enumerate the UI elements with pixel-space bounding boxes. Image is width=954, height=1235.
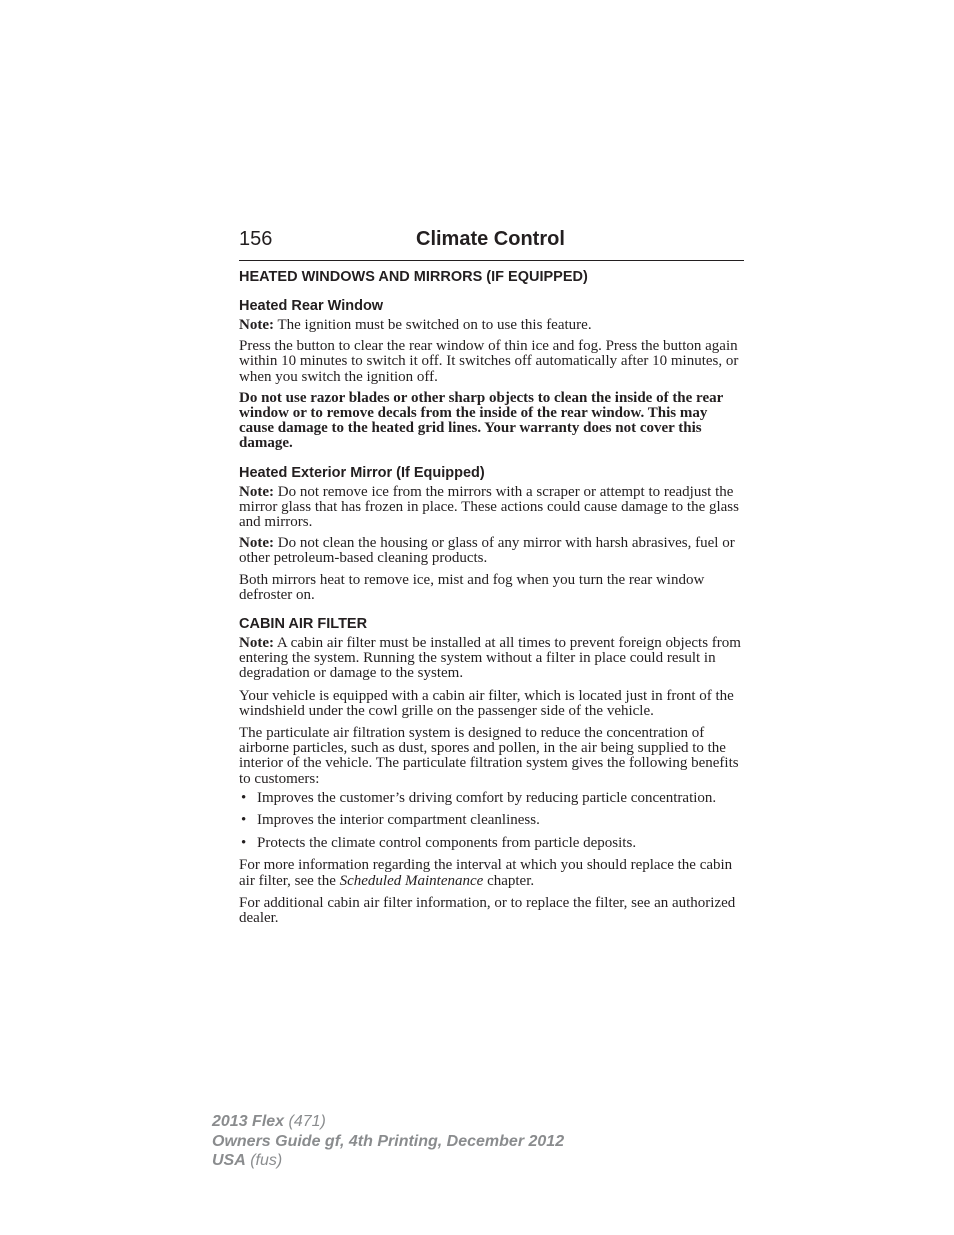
note-ignition [239,318,744,333]
note-text: Do not clean the housing or glass of any mirror with harsh abrasives, fuel or other petroleum-based cleaning products. [239,535,735,567]
note-text: The ignition must be switched on to use this feature. [273,317,592,333]
bullet-icon: • [241,812,247,829]
note-label: Note: [239,635,274,652]
note-cabin-filter [239,636,744,682]
footer-line-guide: Owners Guide gf, 4th Printing, December 2012 [212,1132,565,1150]
chapter-title: Climate Control [416,228,565,250]
section-heading-cabin-air-filter: CABIN AIR FILTER [239,616,368,633]
scheduled-maintenance-reference: Scheduled Maintenance [339,872,484,889]
list-item: • Improves the customer’s driving comfort by reducing particle concentration. [241,789,717,806]
note-label: Note: [239,317,274,333]
list-item: • Improves the interior compartment cleanliness. [241,812,540,829]
note-mirror-cleaning [239,536,744,566]
subheading-heated-mirror: Heated Exterior Mirror (If Equipped) [239,464,485,481]
rear-window-paragraph: Press the button to clear the rear window of thin ice and fog. Press the button again within 10 minutes to switch it off. It switches off automatically after 10 minutes, or when you switch the ignition off. [239,338,739,385]
filtration-system-paragraph: The particulate air filtration system is designed to reduce the concentration of airborne particles, such as dust, spores and pollen, in the air being supplied to the interior of the vehicle. The particulate filtration system gives the following benefits to customers: [239,725,739,787]
page-number: 156 [239,228,273,250]
page-header [239,228,744,261]
bullet-icon: • [241,834,247,851]
footer-line-model: 2013 Flex (471) [212,1113,326,1130]
benefits-list [239,791,744,852]
note-label: Note: [239,483,274,500]
rear-window-warning: Do not use razor blades or other sharp objects to clean the inside of the rear window or to remove decals from the inside of the rear window. This may cause damage to the heated grid lines. Your warranty does not cover this damage. [239,389,723,452]
section-heading-heated-windows: HEATED WINDOWS AND MIRRORS (IF EQUIPPED) [239,269,588,285]
footer-line-region: USA (fus) [212,1152,283,1169]
note-label: Note: [239,535,274,552]
maintenance-reference: For more information regarding the interval at which you should replace the cabin air filter, see the Scheduled Maintenance chapter. [239,857,733,889]
dealer-paragraph: For additional cabin air filter information, or to replace the filter, see an authorized dealer. [239,894,736,926]
list-item: • Protects the climate control components from particle deposits. [241,834,637,851]
bullet-icon: • [241,789,247,806]
note-text: A cabin air filter must be installed at all times to prevent foreign objects from entering the system. Running the system without a filter in place could result in degradation or damage to the system. [239,635,741,682]
subheading-heated-rear-window: Heated Rear Window [239,298,384,314]
cabin-filter-location: Your vehicle is equipped with a cabin air filter, which is located just in front of the windshield under the cowl grille on the passenger side of the vehicle. [239,687,734,719]
manual-page [239,228,744,926]
mirror-paragraph: Both mirrors heat to remove ice, mist and fog when you turn the rear window defroster on. [239,571,705,603]
note-text: Do not remove ice from the mirrors with a scraper or attempt to readjust the mirror glass that has frozen in place. These actions could cause damage to the glass and mirrors. [239,483,739,531]
page-footer [212,1112,564,1171]
note-mirror-ice [239,485,744,531]
